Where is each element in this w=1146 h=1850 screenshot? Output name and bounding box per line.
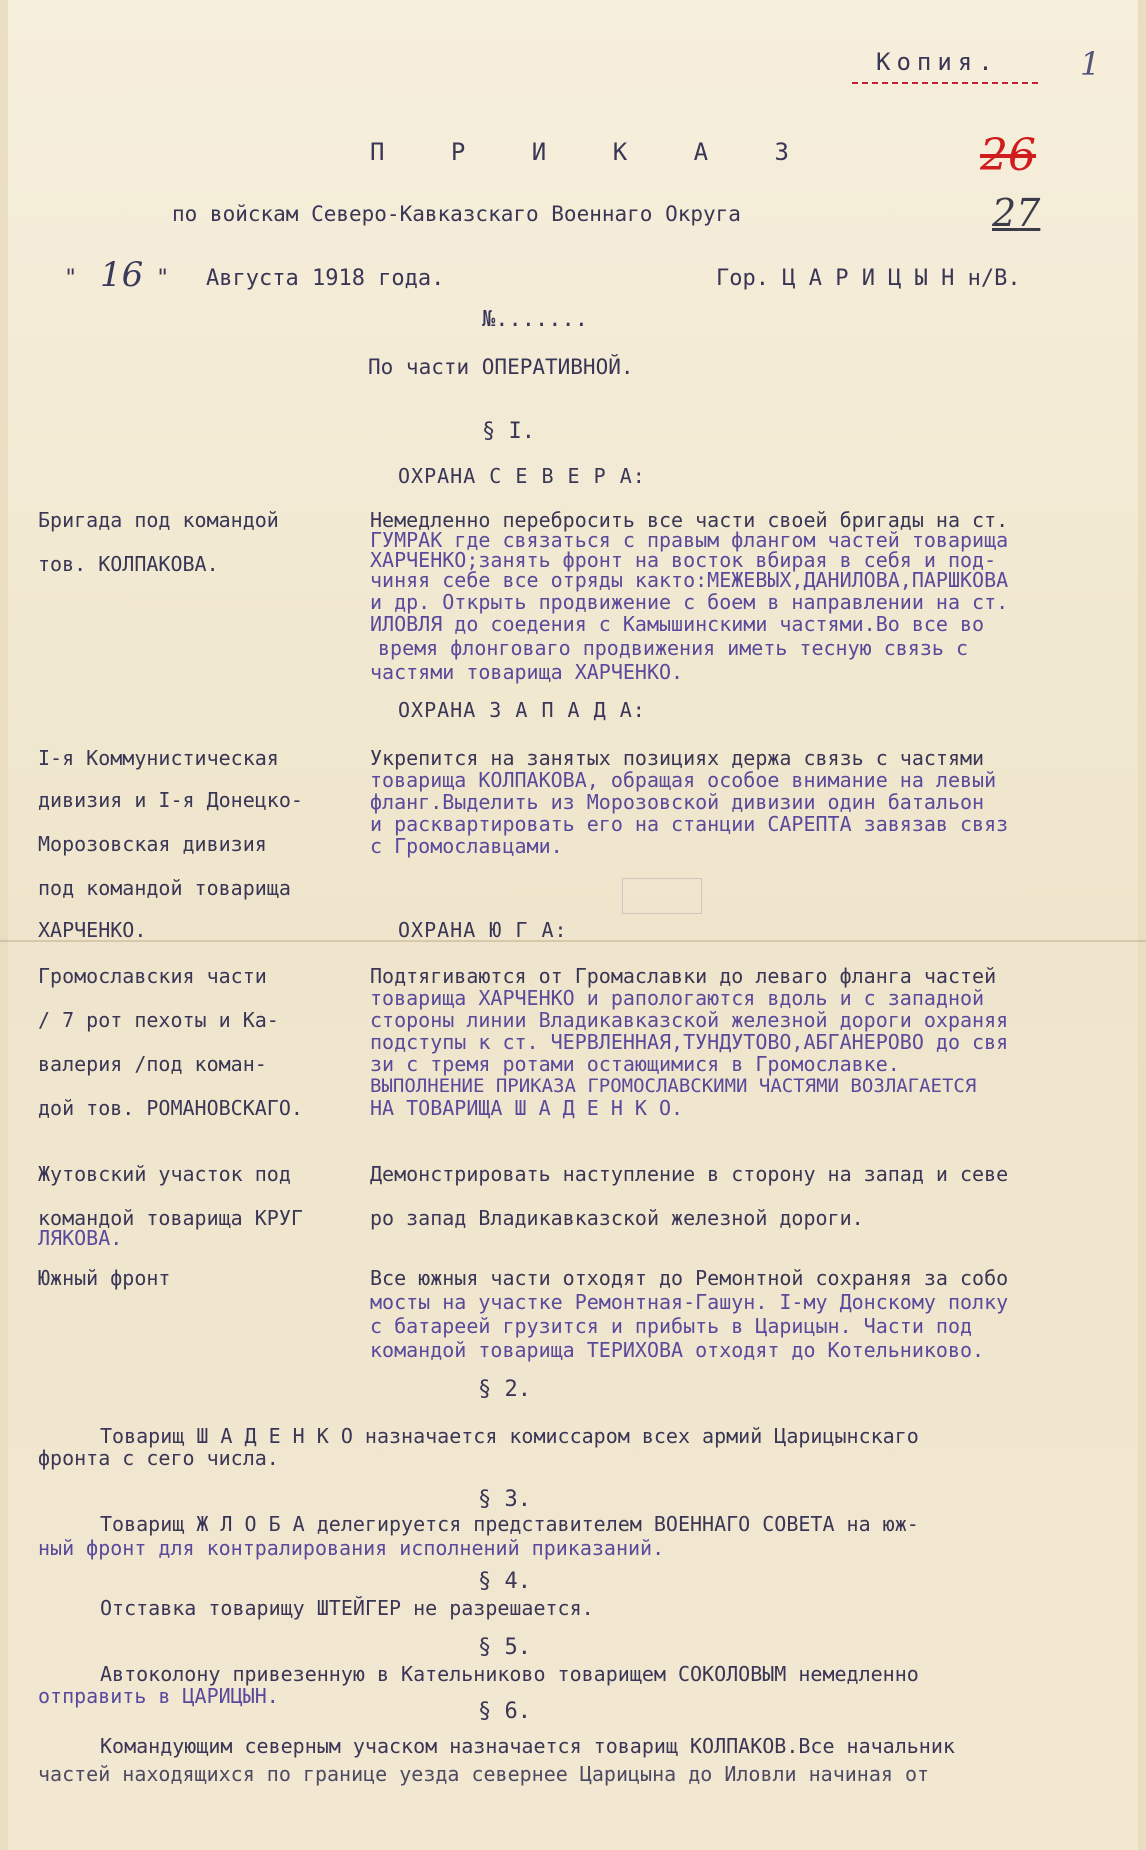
north-right-line: частями товарища ХАРЧЕНКО. [370, 660, 684, 684]
south-left-line: / 7 рот пехоты и Ка- [38, 1008, 279, 1032]
para5-line: Автоколону привезенную в Кательниково товарищем СОКОЛОВЫМ немедленно [100, 1662, 919, 1686]
scan-edge-right [1138, 0, 1146, 1850]
south-right-line: ВЫПОЛНЕНИЕ ПРИКАЗА ГРОМОСЛАВСКИМИ ЧАСТЯМИ ВОЗЛАГАЕТСЯ [370, 1075, 977, 1097]
para5-mark: § 5. [478, 1635, 531, 1660]
west-left-line: I-я Коммунистическая [38, 746, 279, 770]
para6-line: частей находящихся по границе уезда севернее Царицына до Иловли начиная от [38, 1762, 930, 1786]
zhutov-left-line: Жутовский участок под [38, 1162, 291, 1186]
section-title: По части ОПЕРАТИВНОЙ. [368, 355, 634, 379]
para6-line: Командующим северным учаском назначается товарищ КОЛПАКОВ.Все начальник [100, 1734, 955, 1758]
copy-underline [852, 82, 1038, 84]
para4-line: Отставка товарищу ШТЕЙГЕР не разрешается. [100, 1596, 594, 1620]
north-right-line: время флонговаго продвижения иметь тесную связь с [378, 636, 969, 660]
south-front-line: Все южныя части отходят до Ремонтной сохраняя за собо [370, 1266, 1009, 1290]
west-left-line: Морозовская дивизия [38, 832, 267, 856]
north-left-line: тов. КОЛПАКОВА. [38, 552, 219, 576]
para2-line: Товарищ Ш А Д Е Н К О назначается комиссаром всех армий Царицынскаго [100, 1424, 919, 1448]
archive-number-struck: 26 [980, 130, 1036, 181]
west-right-line: фланг.Выделить из Морозовской дивизии один батальон [370, 790, 985, 814]
west-right-line: с Громославцами. [370, 834, 563, 858]
order-number: №....... [482, 307, 588, 332]
south-front-line: с батареей грузится и прибыть в Царицын. Части под [370, 1314, 973, 1338]
north-right-line: чиняя себе все отряды както:МЕЖЕВЫХ,ДАНИЛОВА,ПАРШКОВА [370, 568, 1009, 592]
zhutov-right-line: Демонстрировать наступление в сторону на запад и севе [370, 1162, 1009, 1186]
south-left-line: валерия /под коман- [38, 1052, 267, 1076]
south-heading: ОХРАНА Ю Г А: [398, 918, 568, 942]
south-left-line: дой тов. РОМАНОВСКАГО. [38, 1096, 303, 1120]
date-open-quote: " [64, 266, 78, 291]
south-right-line: стороны линии Владикавказской железной дороги охраняя [370, 1008, 1009, 1032]
fold-line [0, 940, 1146, 942]
north-right-line: ГУМРАК где связаться с правым флангом частей товарища [370, 528, 1009, 552]
date-month-year: Августа 1918 года. [206, 266, 445, 291]
zhutov-left-line: командой товарища КРУГ [38, 1206, 303, 1230]
west-left-line: под командой товарища [38, 876, 291, 900]
west-right-line: товарища КОЛПАКОВА, обращая особое внимание на левый [370, 768, 997, 792]
west-right-line: и расквартировать его на станции САРЕПТА завязав связ [370, 812, 1009, 836]
north-right-line: ХАРЧЕНКО;занять фронт на восток вбирая в себя и под- [370, 548, 997, 572]
south-right-line: НА ТОВАРИЩА Ш А Д Е Н К О. [370, 1096, 684, 1120]
para3-line: Товарищ Ж Л О Б А делегируется представителем ВОЕННАГО СОВЕТА на юж- [100, 1512, 919, 1536]
west-left-line: ХАРЧЕНКО. [38, 918, 147, 942]
south-left-line: Громославския части [38, 964, 267, 988]
west-left-line: дивизия и I-я Донецко- [38, 788, 303, 812]
north-right-line: ИЛОВЛЯ до соедения с Камышинскими частями.Во все во [370, 612, 985, 636]
zhutov-right-line: ро запад Владикавказской железной дороги. [370, 1206, 864, 1230]
scan-edge-left [0, 0, 8, 1850]
south-front-line: мосты на участке Ремонтная-Гашун. I-му Донскому полку [370, 1290, 1009, 1314]
west-heading: ОХРАНА З А П А Д А: [398, 698, 646, 722]
document-title: П Р И К А З [370, 138, 815, 166]
faint-stamp [622, 878, 702, 914]
south-right-line: зи с тремя ротами остающимися в Громославке. [370, 1052, 900, 1076]
south-right-line: товарища ХАРЧЕНКО и рапологаются вдоль и с западной [370, 986, 985, 1010]
south-front-label: Южный фронт [38, 1266, 171, 1290]
date-place: Гор. Ц А Р И Ц Ы Н н/В. [716, 266, 1021, 291]
north-right-line: и др. Открыть продвижение с боем в направлении на ст. [370, 590, 1009, 614]
south-right-line: Подтягиваются от Громаславки до леваго фланга частей [370, 964, 997, 988]
date-close-quote: " [156, 266, 170, 291]
para3-line: ный фронт для контралирования исполнений приказаний. [38, 1536, 665, 1560]
para6-mark: § 6. [478, 1699, 531, 1724]
para2-mark: § 2. [478, 1377, 531, 1402]
para3-mark: § 3. [478, 1487, 531, 1512]
archive-number: 27 [992, 191, 1041, 235]
north-right-line: Немедленно перебросить все части своей бригады на ст. [370, 508, 1009, 532]
zhutov-left-line: ЛЯКОВА. [38, 1226, 123, 1250]
para4-mark: § 4. [478, 1569, 531, 1594]
document-subtitle: по войскам Северо-Кавказскаго Военнаго Округа [172, 202, 741, 226]
north-heading: ОХРАНА С Е В Е Р А: [398, 464, 646, 488]
para2-line: фронта с сего числа. [38, 1446, 279, 1470]
south-right-line: подступы к ст. ЧЕРВЛЕННАЯ,ТУНДУТОВО,АБГАНЕРОВО до свя [370, 1030, 1009, 1054]
page-number: 1 [1080, 45, 1101, 83]
date-day: 16 [100, 255, 144, 295]
west-right-line: Укрепится на занятых позициях держа связь с частями [370, 746, 985, 770]
para5-line: отправить в ЦАРИЦЫН. [38, 1684, 279, 1708]
copy-mark: Копия. [876, 48, 999, 76]
south-front-line: командой товарища ТЕРИХОВА отходят до Котельниково. [370, 1338, 985, 1362]
north-left-line: Бригада под командой [38, 508, 279, 532]
para1-mark: § I. [482, 419, 535, 444]
